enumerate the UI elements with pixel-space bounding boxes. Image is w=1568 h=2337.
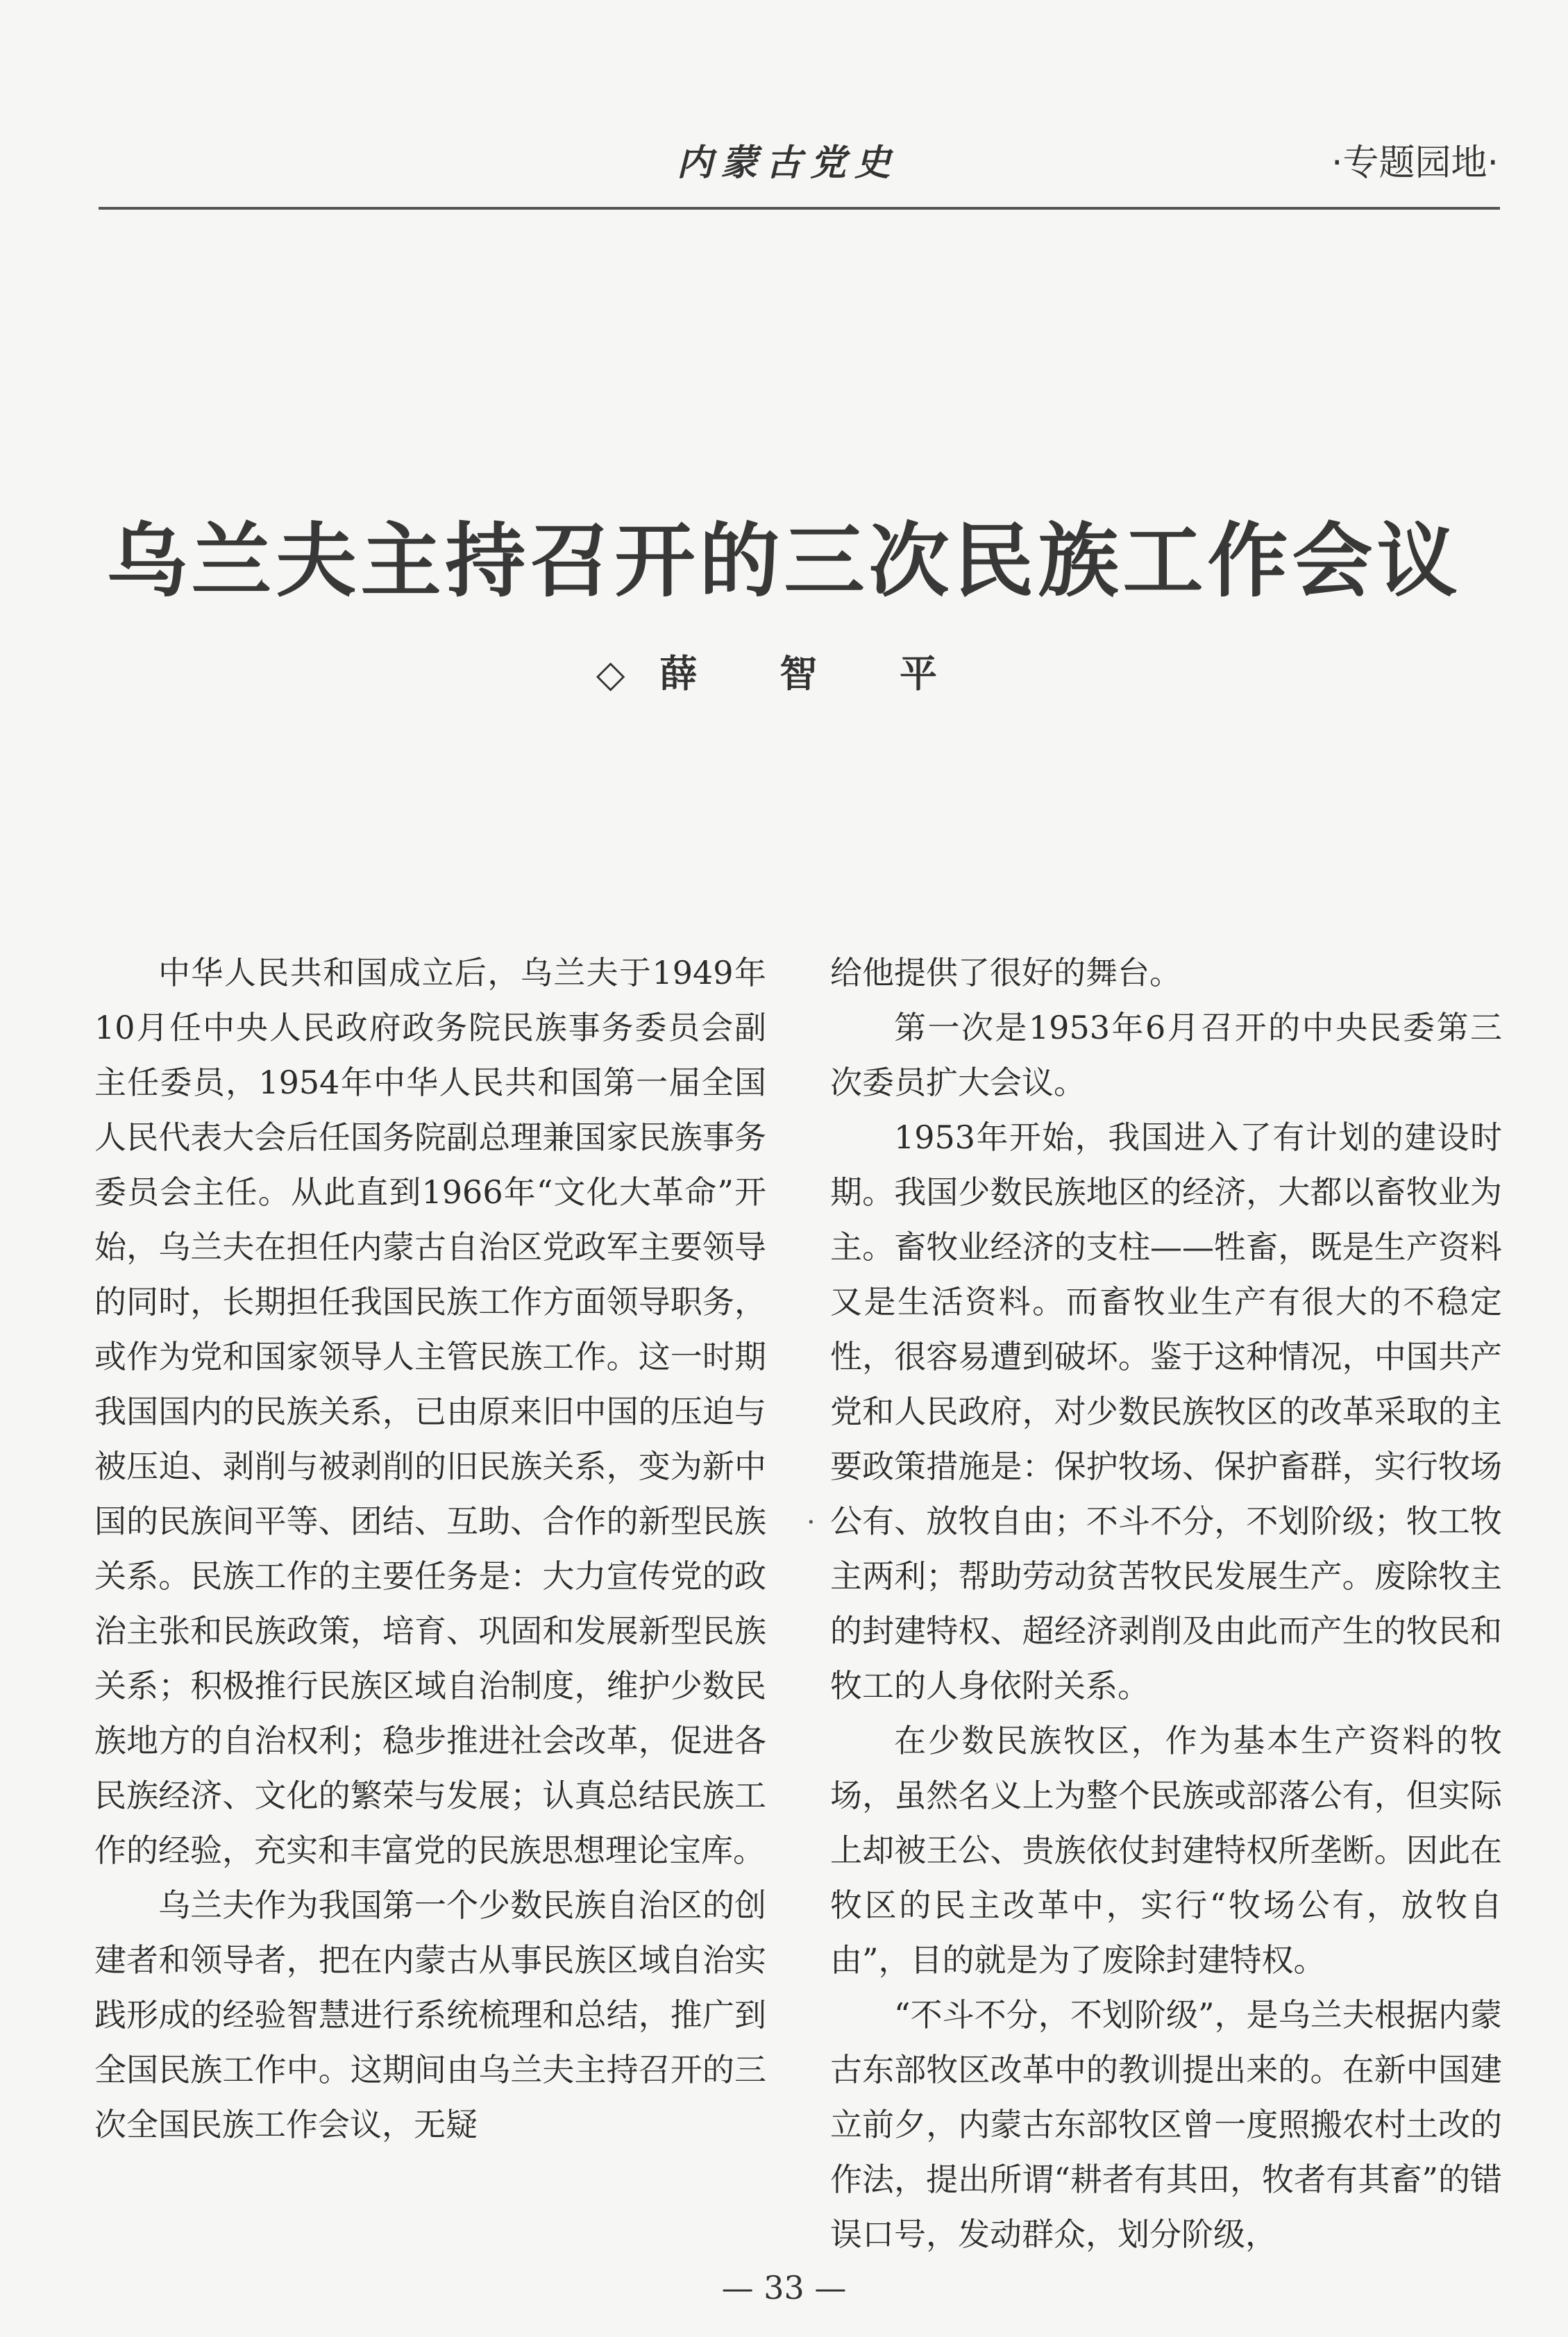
right-column (830, 946, 1502, 2262)
paragraph: “不斗不分，不划阶级”，是乌兰夫根据内蒙古东部牧区改革中的教训提出来的。在新中国建立前夕，内蒙古东部牧区曾一度照搬农村土改的作法，提出所谓“耕者有其田，牧者有其畜”的错误口号，发动群众，划分阶级， (830, 1996, 1502, 2253)
paragraph: 在少数民族牧区，作为基本生产资料的牧场，虽然名义上为整个民族或部落公有，但实际上却被王公、贵族依仗封建特权所垄断。因此在牧区的民主改革中，实行“牧场公有，放牧自由”，目的就是为了废除封建特权。 (830, 1722, 1502, 1979)
paragraph: 乌兰夫作为我国第一个少数民族自治区的创建者和领导者，把在内蒙古从事民族区域自治实践形成的经验智慧进行系统梳理和总结，推广到全国民族工作中。这期间由乌兰夫主持召开的三次全国民族工作会议，无疑 (94, 1886, 766, 2143)
paragraph: 给他提供了很好的舞台。 (830, 954, 1181, 991)
page-number: — 33 — (721, 2269, 847, 2306)
section-label: ·专题园地· (1331, 142, 1499, 184)
paragraph: 1953年开始，我国进入了有计划的建设时期。我国少数民族地区的经济，大都以畜牧业为主。畜牧业经济的支柱——牲畜，既是生产资料又是生活资料。而畜牧业生产有很大的不稳定性，很容易遭到破坏。鉴于这种情况，中国共产党和人民政府，对少数民族牧区的改革采取的主要政策措施是：保护牧场、保护畜群，实行牧场公有、放牧自由；不斗不分，不划阶级；牧工牧主两利；帮助劳动贫苦牧民发展生产。废除牧主的封建特权、超经济剥削及由此而产生的牧民和牧工的人身依附关系。 (830, 1119, 1502, 1704)
article-author: ◇薛 智 平 (596, 651, 972, 696)
header-divider (99, 207, 1500, 210)
left-column (94, 946, 766, 2152)
paragraph: 中华人民共和国成立后，乌兰夫于1949年10月任中央人民政府政务院民族事务委员会副主任委员，1954年中华人民共和国第一届全国人民代表大会后任国务院副总理兼国家民族事务委员会主任。从此直到1966年“文化大革命”开始，乌兰夫在担任内蒙古自治区党政军主要领导的同时，长期担任我国民族工作方面领导职务，或作为党和国家领导人主管民族工作。这一时期我国国内的民族关系，已由原来旧中国的压迫与被压迫、剥削与被剥削的旧民族关系，变为新中国的民族间平等、团结、互助、合作的新型民族关系。民族工作的主要任务是：大力宣传党的政治主张和民族政策，培育、巩固和发展新型民族关系；积极推行民族区域自治制度，维护少数民族地方的自治权利；稳步推进社会改革，促进各民族经济、文化的繁荣与发展；认真总结民族工作的经验，充实和丰富党的民族思想理论宝库。 (94, 954, 766, 1869)
margin-mark: · (807, 1507, 816, 1539)
article-title: 乌兰夫主持召开的三次民族工作会议 (106, 514, 1462, 608)
journal-name: 内蒙古党史 (677, 142, 900, 184)
paragraph: 第一次是1953年6月召开的中央民委第三次委员扩大会议。 (830, 1009, 1502, 1101)
